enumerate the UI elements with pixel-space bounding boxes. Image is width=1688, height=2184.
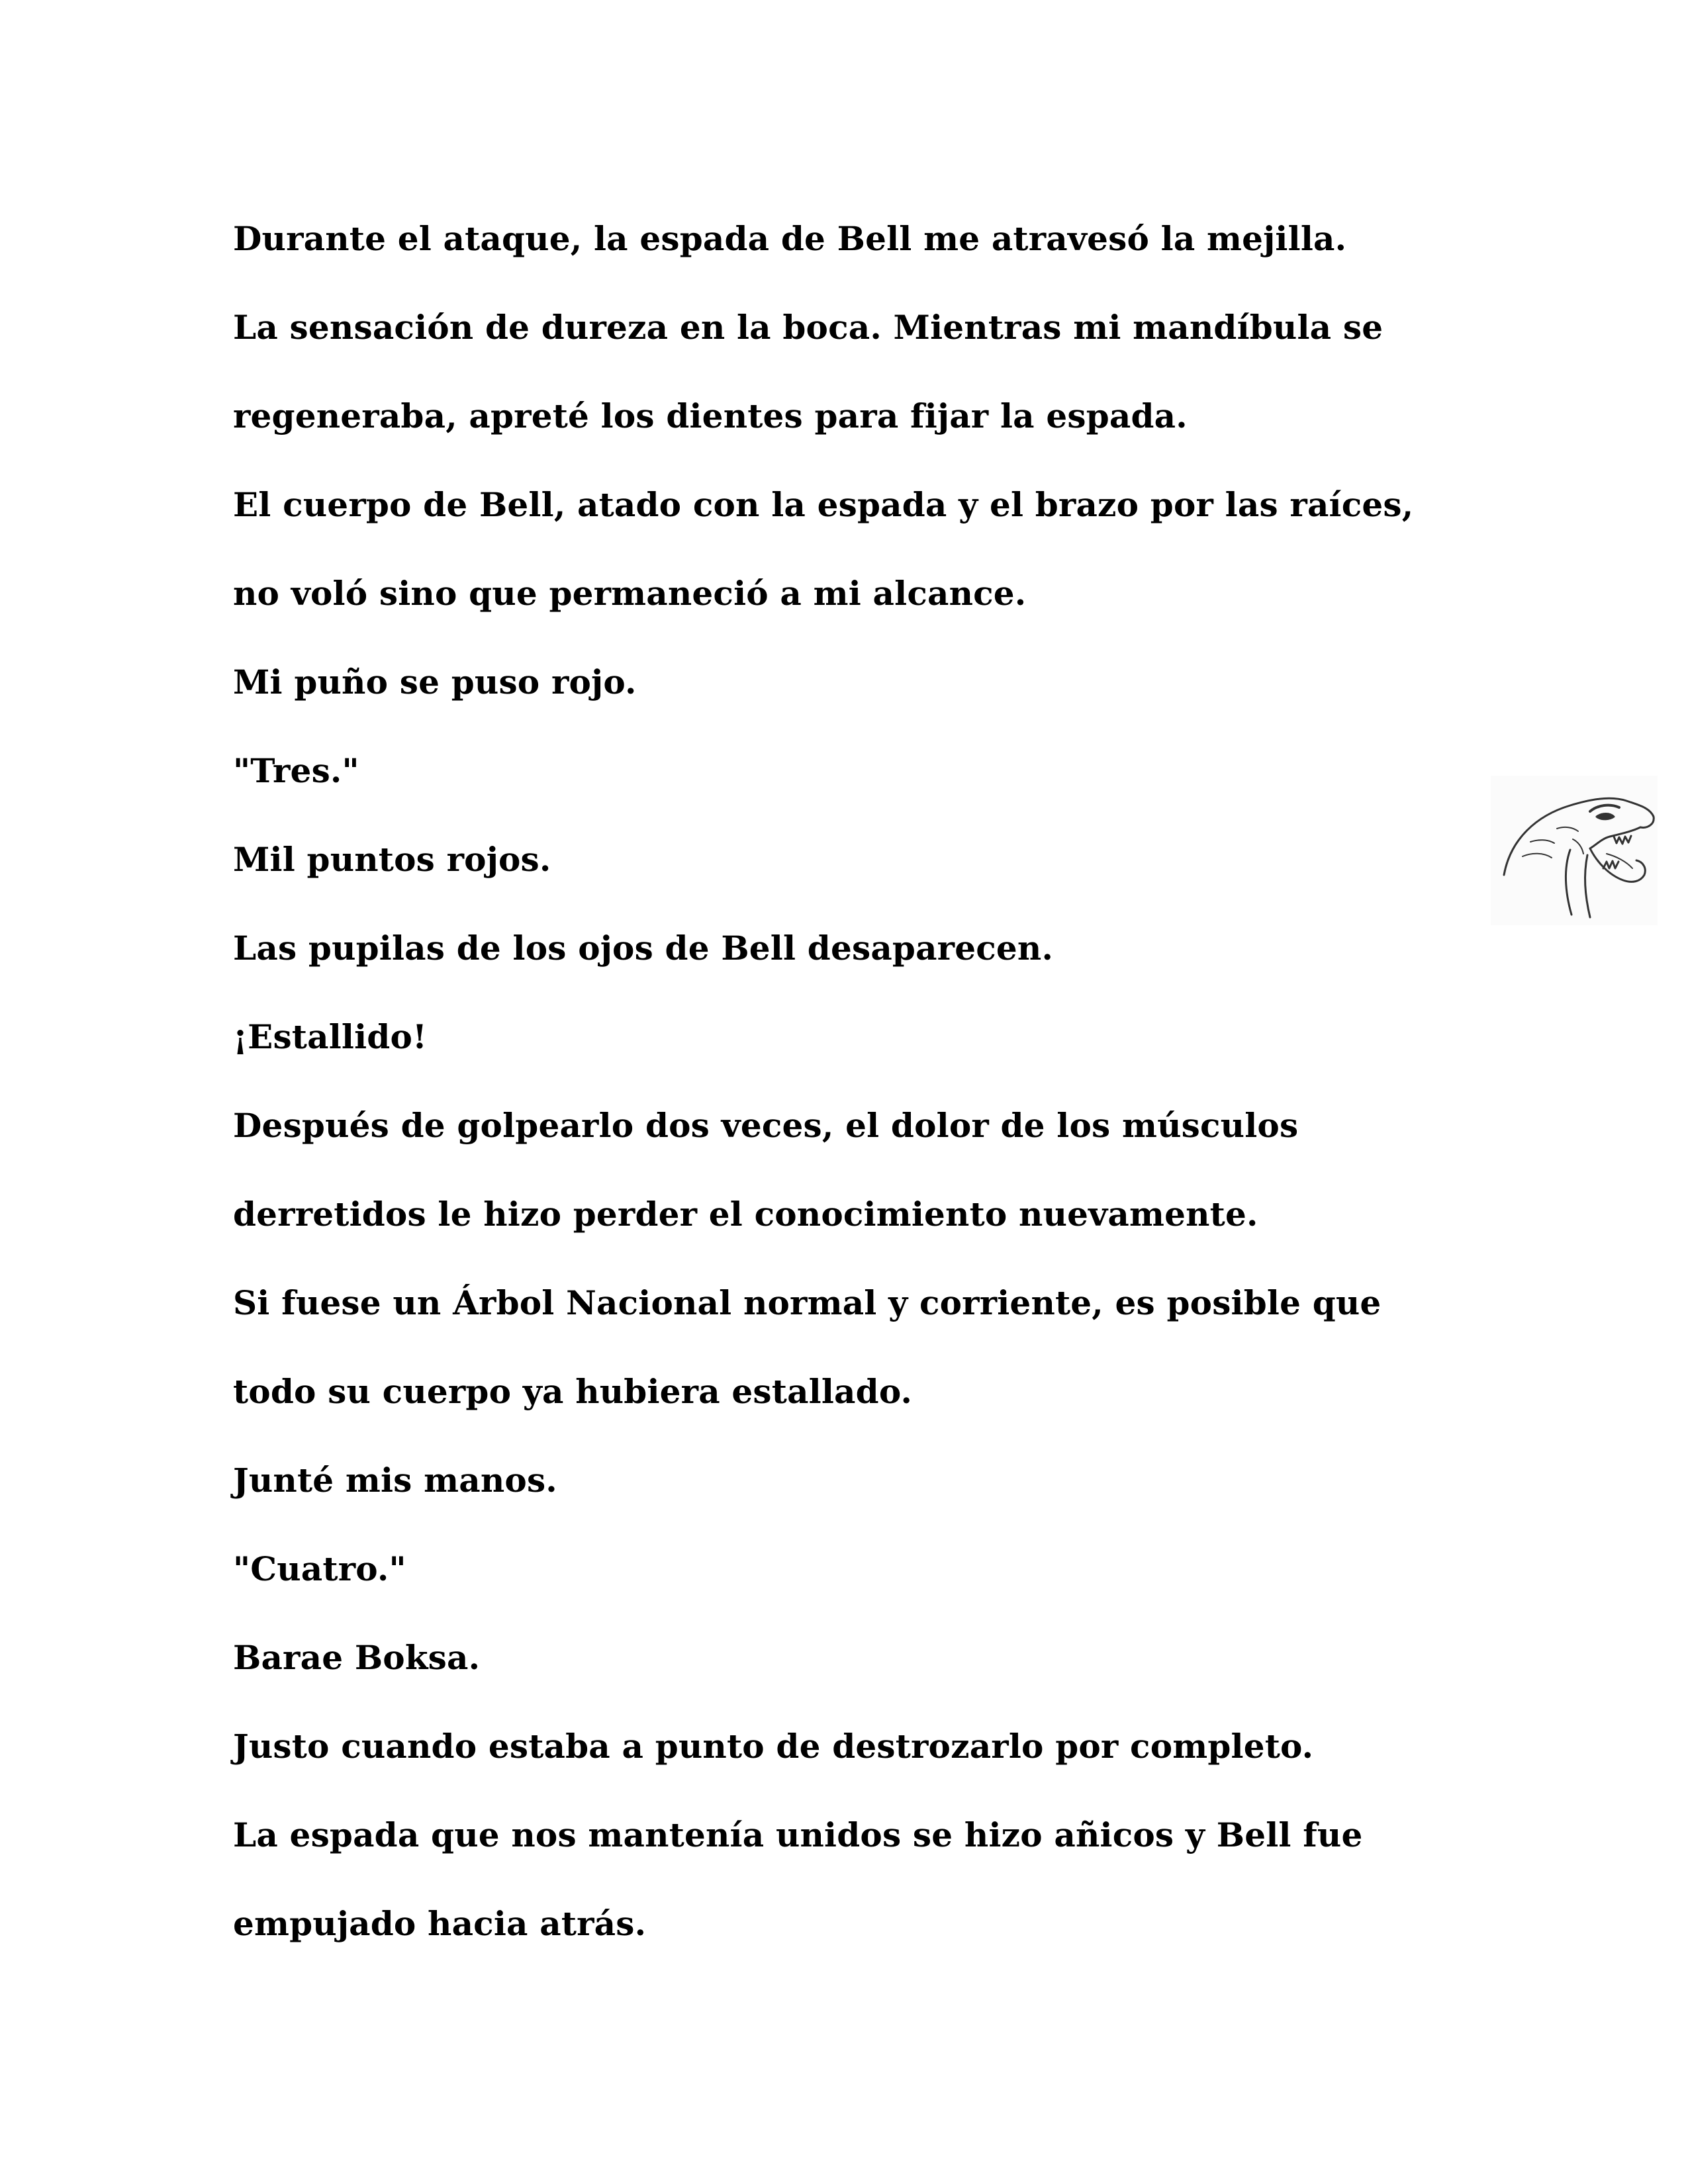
text-line: ¡Estallido! [233,1017,428,1056]
text-line: derretidos le hizo perder el conocimiento nuevamente. [233,1195,1258,1234]
text-line: Después de golpearlo dos veces, el dolor de los músculos [233,1106,1299,1145]
text-line: El cuerpo de Bell, atado con la espada y el brazo por las raíces, [233,485,1414,524]
text-line: Mi puño se puso rojo. [233,662,637,702]
text-line: regeneraba, apreté los dientes para fijar la espada. [233,396,1188,435]
text-line: Mil puntos rojos. [233,840,551,879]
text-line: La espada que nos mantenía unidos se hizo añicos y Bell fue [233,1815,1363,1854]
text-line: "Tres." [233,751,359,790]
text-line: no voló sino que permaneció a mi alcance. [233,574,1027,613]
text-line: todo su cuerpo ya hubiera estallado. [233,1372,913,1411]
text-line: La sensación de dureza en la boca. Mientras mi mandíbula se [233,308,1383,347]
body-text [233,195,1491,1968]
text-line: Las pupilas de los ojos de Bell desaparecen. [233,929,1054,968]
text-line: Barae Boksa. [233,1638,481,1677]
text-line: Si fuese un Árbol Nacional normal y corriente, es posible que [233,1283,1382,1322]
text-line: Durante el ataque, la espada de Bell me atravesó la mejilla. [233,219,1347,258]
text-line: Junté mis manos. [233,1461,557,1500]
text-line: empujado hacia atrás. [233,1904,647,1943]
text-line: Justo cuando estaba a punto de destrozarlo por completo. [233,1727,1314,1766]
dinosaur-head-sketch-icon [1491,776,1658,925]
text-line: "Cuatro." [233,1549,406,1588]
